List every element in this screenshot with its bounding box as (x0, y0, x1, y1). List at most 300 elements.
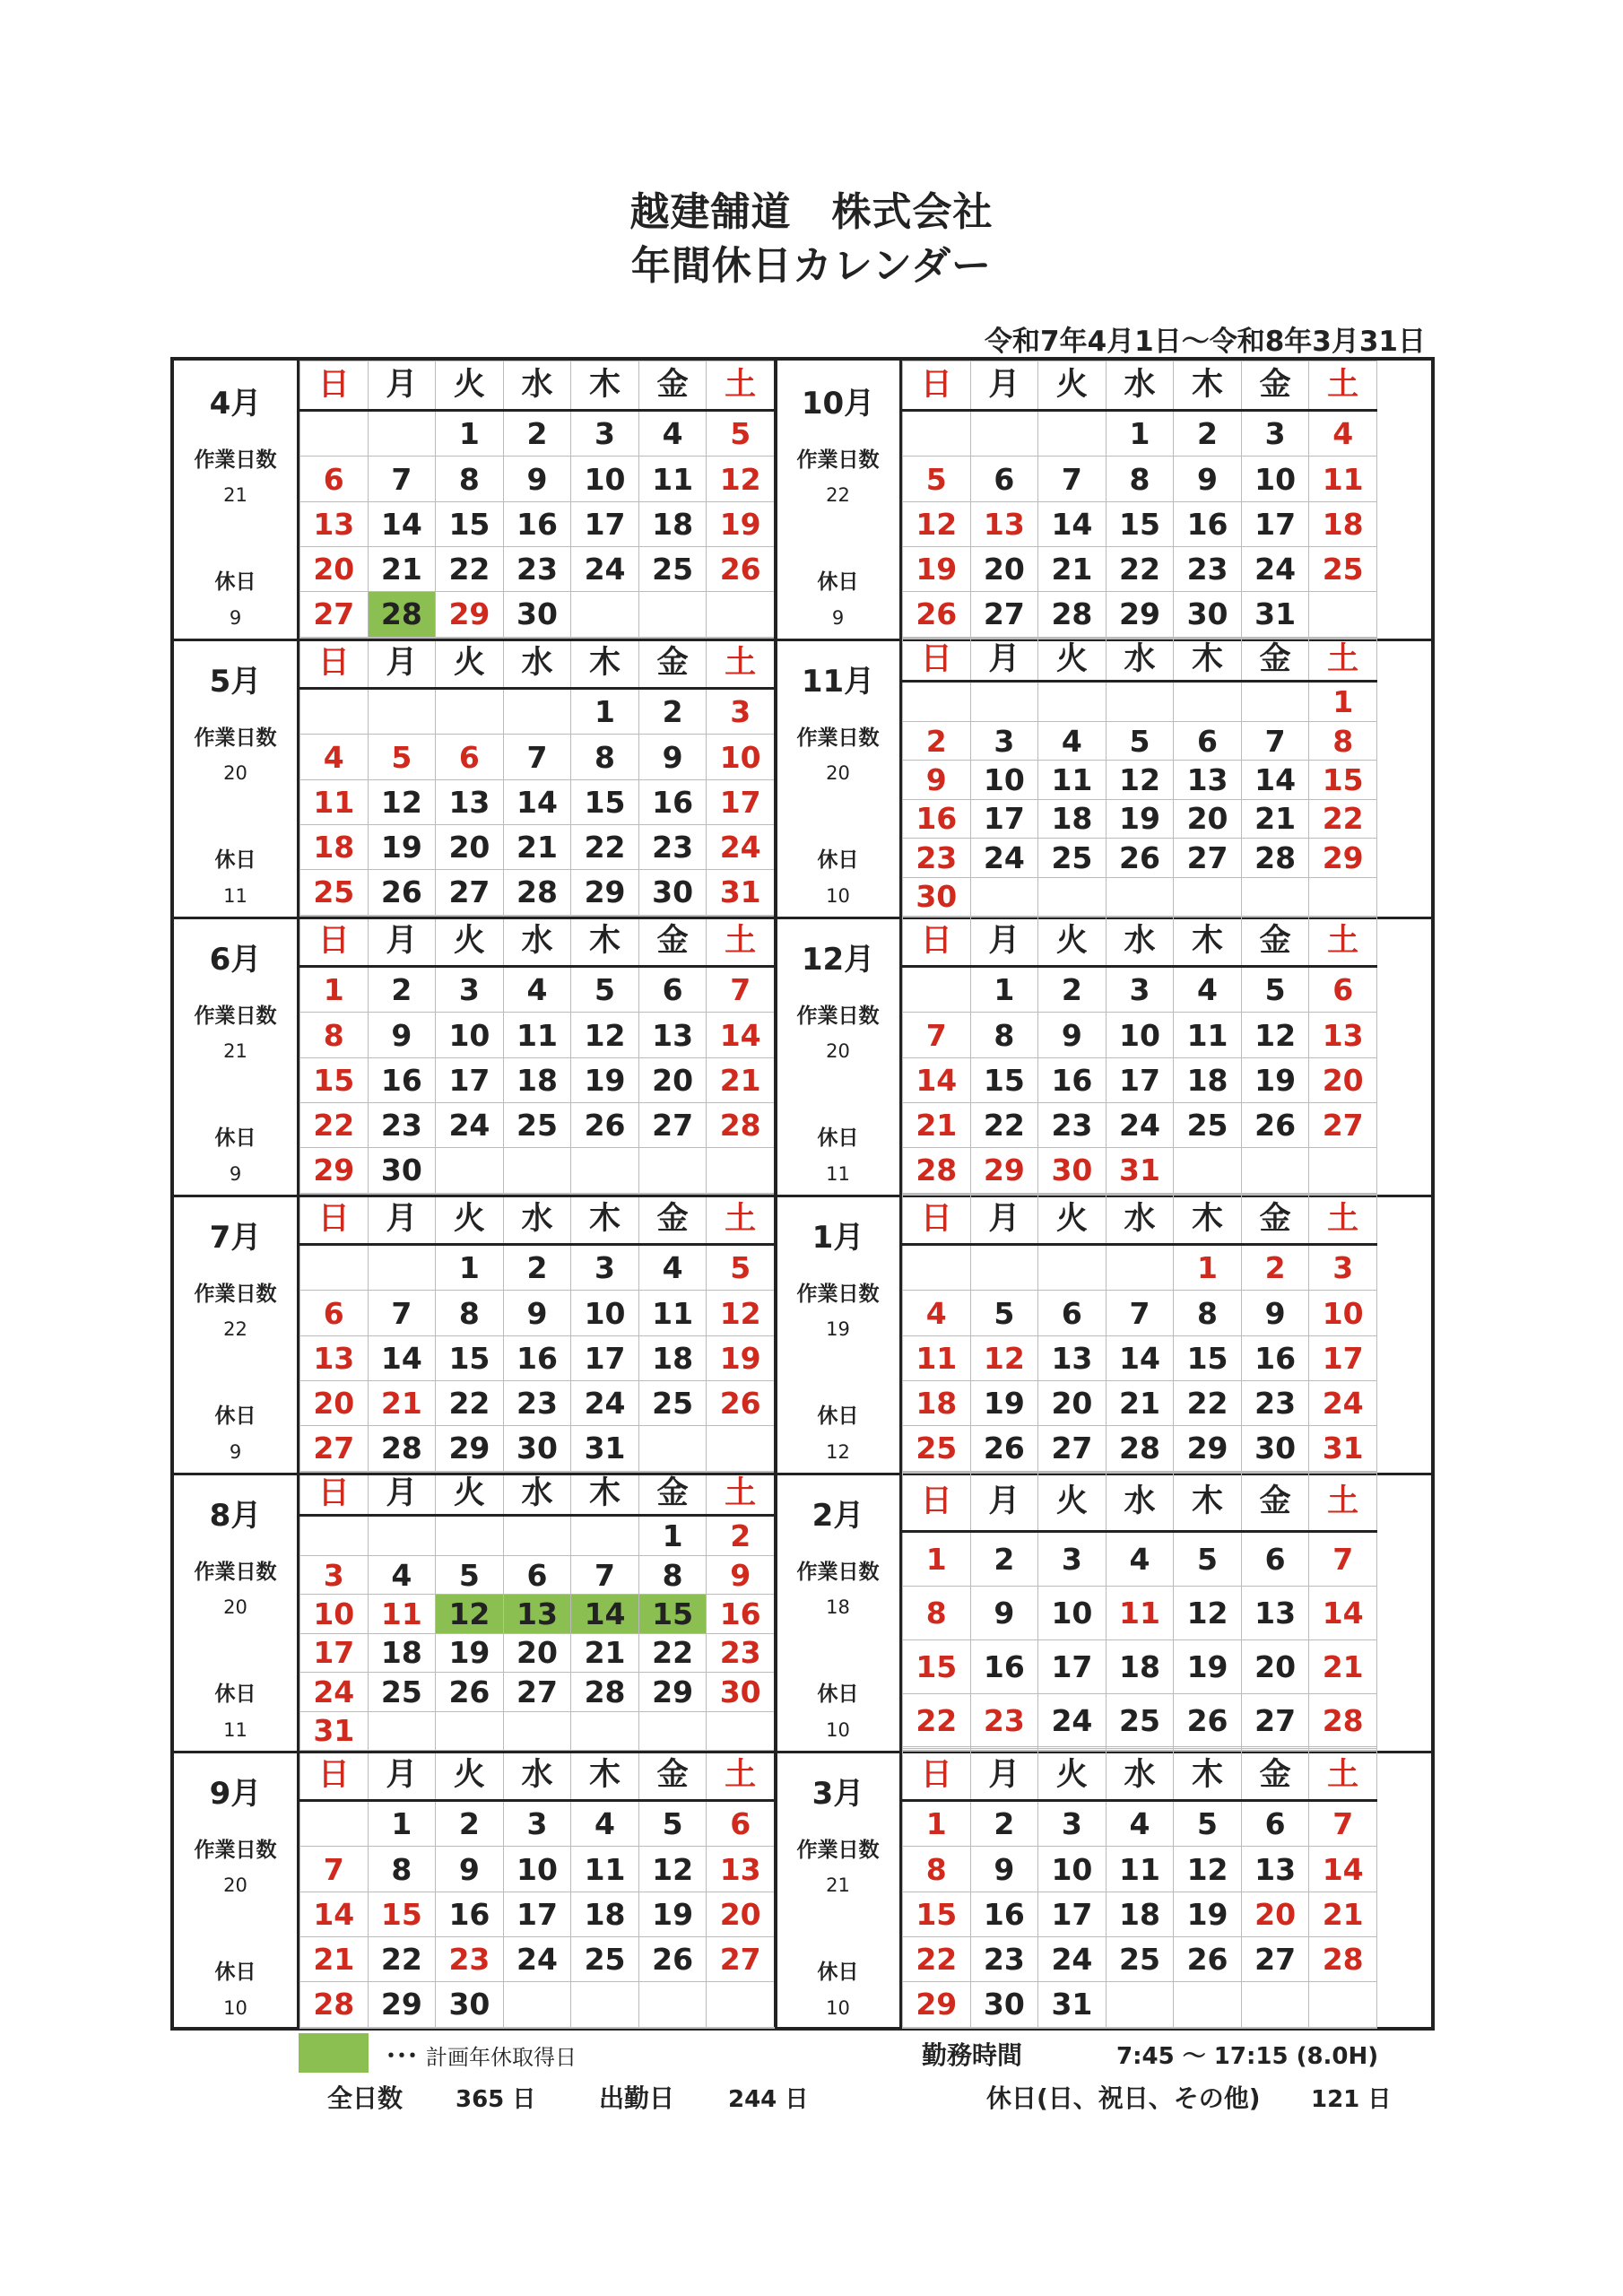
day-cell: 7 (503, 735, 571, 779)
weekday-header: 日 (903, 918, 971, 967)
day-cell: 9 (503, 457, 571, 501)
weekday-header: 土 (1309, 1752, 1377, 1801)
weekday-header: 土 (707, 918, 775, 967)
day-cell: 18 (638, 1335, 707, 1380)
month-block (777, 1751, 1377, 2029)
month-block (777, 639, 1377, 917)
week-row (300, 410, 775, 457)
weekday-header: 火 (436, 918, 504, 967)
month-name: 10月 (801, 386, 875, 422)
week-row (903, 1847, 1377, 1892)
weekday-header: 金 (638, 1196, 707, 1245)
work-days-label: 作業日数 (194, 448, 277, 472)
day-cell: 13 (300, 1335, 369, 1380)
holiday-total-value: 121 日 (1311, 2086, 1392, 2113)
week-row (300, 966, 775, 1013)
day-cell: 15 (903, 1892, 971, 1936)
day-cell: 10 (300, 1595, 369, 1633)
weekday-header: 火 (436, 1196, 504, 1245)
weekday-header: 水 (1106, 918, 1174, 967)
weekday-header: 土 (707, 361, 775, 411)
day-cell: 21 (368, 1380, 436, 1425)
month-name: 1月 (812, 1220, 864, 1256)
day-cell: 19 (707, 1335, 775, 1380)
day-cell: 18 (503, 1057, 571, 1102)
day-cell: 30 (436, 1982, 504, 2027)
day-cell: 6 (1309, 966, 1377, 1013)
holidays-label: 休日 (817, 570, 859, 594)
month-name: 6月 (209, 942, 262, 978)
day-cell: 30 (970, 1982, 1038, 2027)
weekday-header: 土 (707, 1474, 775, 1516)
weekday-header: 日 (903, 1196, 971, 1245)
week-row (300, 1291, 775, 1335)
day-cell: 25 (903, 1426, 971, 1471)
day-cell: 30 (638, 870, 707, 915)
day-cell: 7 (1106, 1291, 1174, 1335)
day-cell: 4 (903, 1291, 971, 1335)
week-row (300, 1057, 775, 1102)
day-cell: 4 (1106, 1800, 1174, 1847)
month-calendar-table (299, 917, 775, 1195)
holidays-label: 休日 (817, 1405, 859, 1428)
weekday-header: 日 (903, 639, 971, 682)
month-info (777, 1195, 902, 1473)
empty-cell (1309, 2027, 1377, 2029)
weekday-header: 月 (970, 1752, 1038, 1801)
day-cell: 27 (1174, 839, 1242, 877)
day-cell: 30 (368, 1148, 436, 1193)
month-info (777, 1751, 902, 2029)
day-cell: 20 (436, 824, 504, 869)
empty-cell (503, 688, 571, 735)
week-row (300, 1936, 775, 1981)
day-cell: 17 (707, 779, 775, 824)
weekday-header: 土 (1309, 361, 1377, 411)
day-cell: 2 (436, 1800, 504, 1847)
month-calendar-table (902, 917, 1377, 1195)
week-row (903, 1640, 1377, 1694)
day-cell: 23 (903, 839, 971, 877)
day-cell: 27 (1309, 1102, 1377, 1147)
month-name: 9月 (209, 1776, 262, 1812)
day-cell: 5 (707, 1244, 775, 1291)
day-cell: 11 (503, 1013, 571, 1057)
day-cell: 24 (1309, 1380, 1377, 1425)
day-cell: 27 (1241, 1693, 1309, 1747)
empty-cell (1241, 2027, 1309, 2029)
day-cell: 8 (300, 1013, 369, 1057)
day-cell: 2 (368, 966, 436, 1013)
weekday-header: 金 (638, 1752, 707, 1801)
empty-cell (1309, 592, 1377, 637)
day-cell: 13 (1174, 761, 1242, 799)
day-cell: 2 (1038, 966, 1107, 1013)
day-cell: 26 (638, 1936, 707, 1981)
day-cell: 10 (571, 457, 639, 501)
empty-cell (368, 1711, 436, 1750)
day-cell: 15 (970, 1057, 1038, 1102)
weekday-header: 月 (368, 1474, 436, 1516)
weekday-header: 火 (1038, 1196, 1107, 1245)
month-info (777, 639, 902, 917)
weekday-header: 水 (503, 1752, 571, 1801)
day-cell: 16 (436, 1892, 504, 1936)
weekday-header: 月 (970, 918, 1038, 967)
day-cell: 9 (638, 735, 707, 779)
weekday-header: 土 (1309, 639, 1377, 682)
day-cell: 22 (436, 1380, 504, 1425)
day-cell: 29 (368, 1982, 436, 2027)
empty-cell (1106, 1244, 1174, 1291)
day-cell: 5 (436, 1555, 504, 1594)
empty-cell (1309, 877, 1377, 916)
day-cell: 10 (1106, 1013, 1174, 1057)
day-cell: 22 (638, 1633, 707, 1672)
week-row (903, 457, 1377, 501)
work-days-label: 作業日数 (796, 448, 880, 472)
month-info (174, 917, 299, 1195)
empty-cell (503, 1711, 571, 1750)
weekday-header: 月 (368, 1196, 436, 1245)
day-cell: 30 (503, 1426, 571, 1471)
day-cell: 27 (970, 592, 1038, 637)
week-row (300, 2027, 775, 2029)
day-cell: 6 (436, 735, 504, 779)
day-cell: 3 (503, 1800, 571, 1847)
day-cell: 25 (638, 546, 707, 591)
day-cell: 2 (970, 1800, 1038, 1847)
day-cell: 24 (571, 546, 639, 591)
day-cell: 14 (368, 1335, 436, 1380)
day-cell: 29 (1106, 592, 1174, 637)
empty-cell (1106, 2027, 1174, 2029)
weekday-header: 日 (300, 639, 369, 689)
week-row (903, 1693, 1377, 1747)
week-row (300, 1335, 775, 1380)
day-cell: 1 (1106, 410, 1174, 457)
calendar-title: 年間休日カレンダー (630, 243, 993, 289)
day-cell: 4 (503, 966, 571, 1013)
day-cell: 4 (300, 735, 369, 779)
day-cell: 26 (1174, 1693, 1242, 1747)
day-cell: 5 (970, 1291, 1038, 1335)
week-row (300, 546, 775, 591)
day-cell: 20 (1038, 1380, 1107, 1425)
day-cell: 3 (1241, 410, 1309, 457)
month-name: 7月 (209, 1220, 262, 1256)
day-cell: 4 (368, 1555, 436, 1594)
day-cell: 13 (436, 779, 504, 824)
weekday-header: 土 (707, 1196, 775, 1245)
day-cell: 14 (300, 1892, 369, 1936)
day-cell: 26 (707, 546, 775, 591)
day-cell: 11 (1038, 761, 1107, 799)
weekday-header: 日 (903, 1752, 971, 1801)
day-cell: 1 (571, 688, 639, 735)
weekday-header: 土 (707, 1752, 775, 1801)
day-cell: 12 (707, 457, 775, 501)
day-cell: 7 (903, 1013, 971, 1057)
day-cell: 13 (1241, 1847, 1309, 1892)
day-cell: 3 (1106, 966, 1174, 1013)
work-days-label: 作業日数 (194, 1839, 277, 1862)
empty-cell (1241, 682, 1309, 722)
day-cell: 18 (1038, 799, 1107, 838)
day-cell: 21 (1309, 1892, 1377, 1936)
weekday-header: 火 (436, 361, 504, 411)
day-cell: 23 (1038, 1102, 1107, 1147)
empty-cell (1174, 877, 1242, 916)
annual-calendar-grid (170, 357, 1435, 2031)
day-cell: 26 (707, 1380, 775, 1425)
empty-cell (1241, 1982, 1309, 2027)
empty-cell (1174, 1148, 1242, 1193)
day-cell: 29 (970, 1148, 1038, 1193)
day-cell: 5 (1106, 721, 1174, 760)
work-days-count: 20 (826, 1040, 850, 1062)
holidays-count: 11 (223, 885, 247, 907)
day-cell: 10 (970, 761, 1038, 799)
day-cell: 26 (571, 1102, 639, 1147)
day-cell: 7 (1038, 457, 1107, 501)
empty-cell (970, 410, 1038, 457)
day-cell: 16 (970, 1640, 1038, 1694)
day-cell: 3 (300, 1555, 369, 1594)
day-cell: 27 (707, 1936, 775, 1981)
week-row (300, 735, 775, 779)
holidays-label: 休日 (817, 848, 859, 872)
week-row (300, 1102, 775, 1147)
day-cell: 31 (707, 870, 775, 915)
week-row (300, 779, 775, 824)
empty-cell (707, 592, 775, 637)
day-cell: 14 (571, 1595, 639, 1633)
day-cell: 1 (638, 1516, 707, 1556)
day-cell: 18 (571, 1892, 639, 1936)
empty-cell (571, 1711, 639, 1750)
day-cell: 31 (1038, 1982, 1107, 2027)
month-calendar-table (299, 639, 775, 917)
day-cell: 22 (1106, 546, 1174, 591)
empty-cell (903, 682, 971, 722)
week-row (903, 1800, 1377, 1847)
day-cell: 14 (368, 501, 436, 546)
day-cell: 29 (436, 1426, 504, 1471)
week-row (300, 1847, 775, 1892)
weekday-header: 水 (1106, 639, 1174, 682)
month-info (777, 1473, 902, 1751)
day-cell: 29 (436, 592, 504, 637)
day-cell: 28 (368, 592, 436, 637)
day-cell: 9 (368, 1013, 436, 1057)
week-row (903, 1335, 1377, 1380)
empty-cell (436, 688, 504, 735)
week-row (903, 1102, 1377, 1147)
day-cell: 28 (571, 1673, 639, 1711)
day-cell: 21 (368, 546, 436, 591)
empty-cell (368, 1244, 436, 1291)
week-row (300, 1982, 775, 2027)
day-cell: 22 (903, 1936, 971, 1981)
day-cell: 8 (970, 1013, 1038, 1057)
empty-cell (1038, 410, 1107, 457)
day-cell: 20 (1241, 1640, 1309, 1694)
day-cell: 11 (300, 779, 369, 824)
legend-dots: ･･･ (386, 2043, 418, 2068)
day-cell: 3 (1038, 1800, 1107, 1847)
week-row (903, 501, 1377, 546)
day-cell: 21 (1038, 546, 1107, 591)
month-info (174, 1473, 299, 1751)
week-row (903, 410, 1377, 457)
empty-cell (1309, 1982, 1377, 2027)
day-cell: 25 (1106, 1936, 1174, 1981)
day-cell: 21 (1309, 1640, 1377, 1694)
day-cell: 18 (1106, 1892, 1174, 1936)
weekday-header: 金 (638, 361, 707, 411)
day-cell: 1 (300, 966, 369, 1013)
day-cell: 19 (1241, 1057, 1309, 1102)
day-cell: 17 (1309, 1335, 1377, 1380)
day-cell: 3 (1309, 1244, 1377, 1291)
empty-cell (638, 1148, 707, 1193)
day-cell: 1 (1309, 682, 1377, 722)
month-calendar-table (299, 1473, 775, 1751)
day-cell: 20 (1241, 1892, 1309, 1936)
day-cell: 1 (970, 966, 1038, 1013)
day-cell: 27 (436, 870, 504, 915)
day-cell: 21 (903, 1102, 971, 1147)
empty-cell (707, 1982, 775, 2027)
holidays-label: 休日 (817, 1683, 859, 1706)
day-cell: 6 (1174, 721, 1242, 760)
day-cell: 7 (1309, 1800, 1377, 1847)
weekday-header: 金 (638, 639, 707, 689)
week-row (903, 1426, 1377, 1471)
day-cell: 10 (1309, 1291, 1377, 1335)
empty-cell (368, 688, 436, 735)
day-cell: 2 (707, 1516, 775, 1556)
empty-cell (1106, 682, 1174, 722)
day-cell: 15 (571, 779, 639, 824)
weekday-header: 日 (300, 361, 369, 411)
empty-cell (571, 1516, 639, 1556)
week-row (300, 1516, 775, 1556)
day-cell: 13 (503, 1595, 571, 1633)
holidays-count: 10 (826, 885, 850, 907)
weekday-header: 木 (1174, 1196, 1242, 1245)
day-cell: 11 (1309, 457, 1377, 501)
day-cell: 25 (1106, 1693, 1174, 1747)
empty-cell (903, 2027, 971, 2029)
holidays-count: 11 (826, 1163, 850, 1185)
day-cell: 21 (300, 1936, 369, 1981)
week-row (903, 761, 1377, 799)
day-cell: 18 (903, 1380, 971, 1425)
weekday-header: 金 (1241, 361, 1309, 411)
day-cell: 7 (368, 457, 436, 501)
empty-cell (571, 2027, 639, 2029)
month-info (174, 1751, 299, 2029)
holidays-label: 休日 (214, 1405, 256, 1428)
empty-cell (638, 1711, 707, 1750)
day-cell: 9 (970, 1847, 1038, 1892)
day-cell: 31 (571, 1426, 639, 1471)
month-calendar-table (902, 1473, 1377, 1751)
day-cell: 25 (571, 1936, 639, 1981)
week-row (903, 1013, 1377, 1057)
week-row (903, 1587, 1377, 1640)
day-cell: 12 (707, 1291, 775, 1335)
month-calendar-table (299, 1751, 775, 2029)
day-cell: 28 (1309, 1936, 1377, 1981)
month-calendar-table (902, 361, 1377, 639)
week-row (903, 721, 1377, 760)
day-cell: 9 (436, 1847, 504, 1892)
day-cell: 8 (1106, 457, 1174, 501)
empty-cell (300, 2027, 369, 2029)
day-cell: 24 (571, 1380, 639, 1425)
day-cell: 17 (1241, 501, 1309, 546)
work-days-count: 20 (223, 762, 247, 784)
holidays-count: 11 (223, 1719, 247, 1741)
day-cell: 28 (1309, 1693, 1377, 1747)
weekday-header: 水 (1106, 361, 1174, 411)
day-cell: 28 (300, 1982, 369, 2027)
day-cell: 23 (970, 1936, 1038, 1981)
day-cell: 5 (368, 735, 436, 779)
day-cell: 5 (1241, 966, 1309, 1013)
work-days-count: 22 (223, 1318, 247, 1340)
day-cell: 16 (368, 1057, 436, 1102)
day-cell: 4 (1038, 721, 1107, 760)
empty-cell (1174, 2027, 1242, 2029)
legend-label: 計画年休取得日 (426, 2045, 577, 2070)
day-cell: 10 (1038, 1847, 1107, 1892)
work-days-count: 22 (826, 484, 850, 506)
work-hours-label: 勤務時間 (922, 2040, 1023, 2070)
day-cell: 23 (1241, 1380, 1309, 1425)
day-cell: 5 (571, 966, 639, 1013)
day-cell: 19 (368, 824, 436, 869)
day-cell: 25 (1309, 546, 1377, 591)
week-row (903, 2027, 1377, 2029)
work-days-count: 21 (826, 1874, 850, 1896)
day-cell: 25 (503, 1102, 571, 1147)
day-cell: 26 (970, 1426, 1038, 1471)
day-cell: 21 (571, 1633, 639, 1672)
day-cell: 21 (503, 824, 571, 869)
day-cell: 13 (1038, 1335, 1107, 1380)
day-cell: 19 (638, 1892, 707, 1936)
day-cell: 3 (571, 410, 639, 457)
empty-cell (1038, 1244, 1107, 1291)
weekday-header: 火 (436, 639, 504, 689)
day-cell: 3 (707, 688, 775, 735)
day-cell: 22 (436, 546, 504, 591)
company-name: 越建舗道 株式会社 (629, 189, 994, 235)
day-cell: 15 (300, 1057, 369, 1102)
empty-cell (1174, 1982, 1242, 2027)
day-cell: 9 (970, 1587, 1038, 1640)
day-cell: 16 (1038, 1057, 1107, 1102)
day-cell: 6 (970, 457, 1038, 501)
weekday-header: 金 (638, 918, 707, 967)
day-cell: 17 (571, 1335, 639, 1380)
empty-cell (707, 1711, 775, 1750)
day-cell: 1 (436, 1244, 504, 1291)
